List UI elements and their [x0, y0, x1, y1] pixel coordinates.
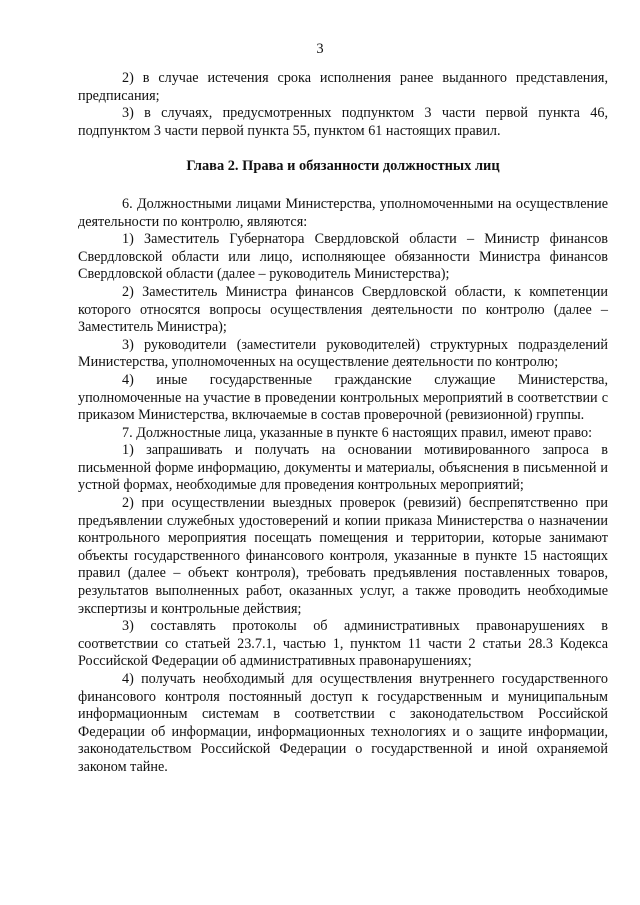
section-6-intro: 6. Должностными лицами Министерства, уполномоченными на осуществление деятельности по контролю, являются: — [78, 195, 608, 230]
chapter-title: Глава 2. Права и обязанности должностных лиц — [186, 158, 500, 175]
pre-item-2: 2) в случае истечения срока исполнения ранее выданного представления, предписания; — [78, 70, 608, 104]
page-number: 3 — [316, 41, 324, 57]
section-6-item-1: 1) Заместитель Губернатора Свердловской области – Министр финансов Свердловской области или лицо, исполняющее обязанности Министра финансов Свердловской области (далее – руководитель Министерства); — [78, 231, 608, 283]
document-body — [78, 70, 608, 777]
section-7-item-1: 1) запрашивать и получать на основании мотивированного запроса в письменной форме информацию, документы и материалы, объяснения в письменной и устной формах, необходимые для проведения контрольных мероприятий; — [78, 442, 608, 494]
pre-item-3: 3) в случаях, предусмотренных подпунктом 3 части первой пункта 46, подпунктом 3 части первой пункта 55, пунктом 61 настоящих правил. — [78, 105, 608, 139]
section-7-intro: 7. Должностные лица, указанные в пункте 6 настоящих правил, имеют право: — [122, 424, 593, 441]
section-7-item-2: 2) при осуществлении выездных проверок (ревизий) беспрепятственно при предъявлении служебных удостоверений и копии приказа Министерства о назначении контрольного мероприятия посещать помещения и территории, которые занимают объекты государственного финансового контроля, указанные в пункте 15 настоящих правил (далее – объект контроля), требовать предъявления поставленных товаров, результатов выполненных работ, оказанных услуг, а также проводить необходимые экспертизы и контрольные действия; — [78, 495, 608, 617]
section-7-item-3: 3) составлять протоколы об административных правонарушениях в соответствии со статьей 23.7.1, частью 1, пунктом 11 части 2 статьи 28.3 Кодекса Российской Федерации об административных правонарушениях; — [78, 618, 608, 670]
section-6-item-4: 4) иные государственные гражданские служащие Министерства, уполномоченные на участие в проведении контрольных мероприятий в соответствии с приказом Министерства, включаемые в состав проверочной (ревизионной) группы. — [78, 371, 608, 424]
section-7-item-4: 4) получать необходимый для осуществления внутреннего государственного финансового контроля постоянный доступ к государственным и муниципальным информационным системам в соответствии с законодательством Российской Федерации об информации, информационных технологиях и о защите информации, законодательством Российской Федерации о государственной и иной охраняемой законом тайне. — [78, 671, 608, 775]
section-6-item-2: 2) Заместитель Министра финансов Свердловской области, к компетенции которого относятся вопросы осуществления деятельности по контролю (далее – Заместитель Министра); — [78, 283, 608, 336]
section-6-item-3: 3) руководители (заместители руководителей) структурных подразделений Министерства, уполномоченных на осуществление деятельности по контролю; — [78, 336, 608, 371]
